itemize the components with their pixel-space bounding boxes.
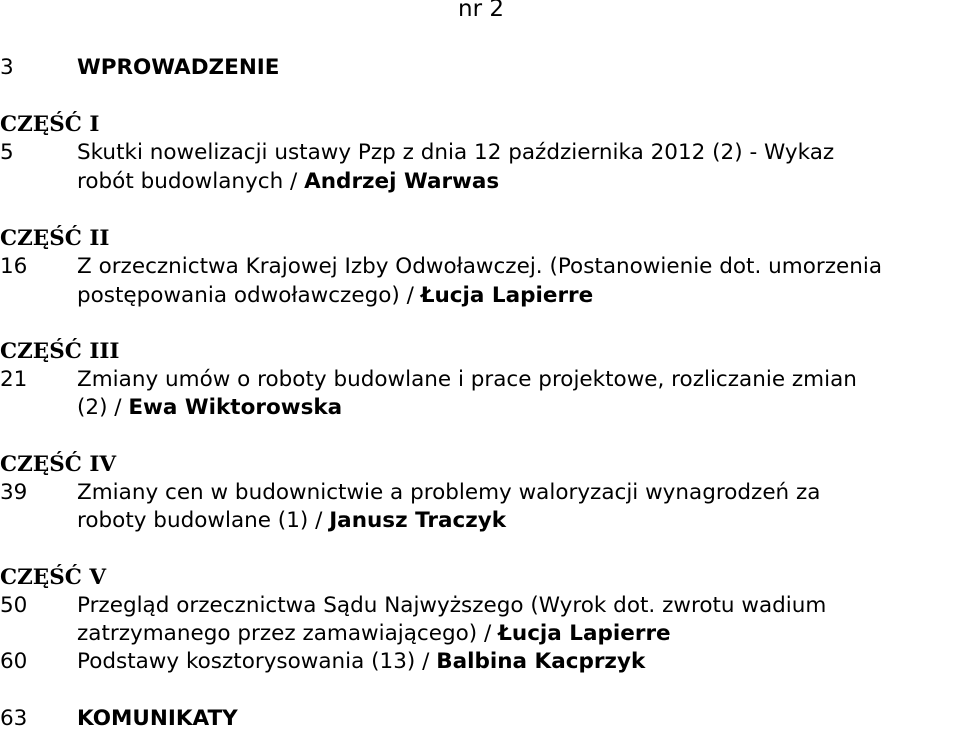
part-heading-4: CZĘŚĆ IV (0, 452, 117, 477)
page-number: 60 (0, 649, 28, 674)
part-heading-5: CZĘŚĆ V (0, 565, 106, 590)
entry-author: Łucja Lapierre (420, 283, 594, 308)
page-number: 50 (0, 593, 28, 618)
entry-author: Andrzej Warwas (304, 169, 500, 194)
entry-title-line1: Zmiany umów o roboty budowlane i prace projektowe, rozliczanie zmian (77, 367, 857, 392)
page-number: 21 (0, 367, 28, 392)
entry-title-line1: Skutki nowelizacji ustawy Pzp z dnia 12 października 2012 (2) - Wykaz (77, 140, 835, 165)
entry-title-line2: postępowania odwoławczego) / (77, 283, 421, 308)
page-number: 39 (0, 480, 28, 505)
part-heading-2: CZĘŚĆ II (0, 226, 110, 251)
entry-title-line2: zatrzymanego przez zamawiającego) / (77, 621, 499, 646)
page-number: 3 (0, 55, 14, 80)
entry-title-line2: (2) / (77, 395, 129, 420)
entry-author: Janusz Traczyk (329, 508, 507, 533)
part-heading-1: CZĘŚĆ I (0, 112, 100, 137)
entry-title-line1: Przegląd orzecznictwa Sądu Najwyższego (Wyrok dot. zwrotu wadium (77, 593, 827, 618)
entry-title-line1: Zmiany cen w budownictwie a problemy waloryzacji wynagrodzeń za (77, 480, 821, 505)
entry-author: Łucja Lapierre (498, 621, 671, 646)
entry-title-line2: robót budowlanych / (77, 169, 305, 194)
issue-number: nr 2 (458, 0, 504, 22)
entry-title: WPROWADZENIE (77, 55, 280, 80)
entry-title: KOMUNIKATY (77, 706, 238, 731)
entry-author: Balbina Kacprzyk (436, 649, 646, 674)
page-number: 5 (0, 140, 14, 165)
page-number: 16 (0, 254, 28, 279)
entry-title-line2: roboty budowlane (1) / (77, 508, 330, 533)
page-number: 63 (0, 706, 28, 731)
entry-author: Ewa Wiktorowska (128, 395, 343, 420)
entry-title-line1: Z orzecznictwa Krajowej Izby Odwoławczej. (Postanowienie dot. umorzenia (77, 254, 882, 279)
part-heading-3: CZĘŚĆ III (0, 339, 120, 364)
entry-title-line1: Podstawy kosztorysowania (13) / (77, 649, 437, 674)
